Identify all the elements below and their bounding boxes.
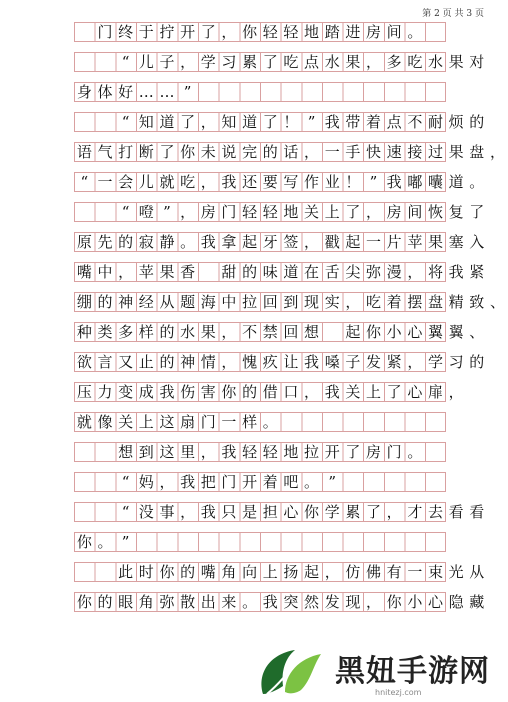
text-line: “ 知 道 了 ， 知 道 了 ！ ” 我 带 着 点 不 耐 烦 的 bbox=[121, 113, 485, 131]
text-line: 身 体 好 … … ” bbox=[76, 83, 192, 101]
text-line: 原 先 的 寂 静 。 我 拿 起 牙 签 ， 戳 起 一 片 苹 果 塞 入 bbox=[76, 233, 485, 251]
grid-row bbox=[74, 112, 485, 132]
watermark-text: 黑妞手游网 bbox=[335, 654, 490, 689]
text-line: 门 终 于 拧 开 了 ， 你 轻 轻 地 踏 进 房 间 。 bbox=[97, 23, 423, 41]
watermark bbox=[255, 640, 500, 702]
text-line: “ 儿 子 ， 学 习 累 了 吃 点 水 果 ， 多 吃 水 果 对 bbox=[121, 53, 485, 71]
leaf-logo-icon bbox=[255, 644, 325, 700]
text-line: 绷 的 神 经 从 题 海 中 拉 回 到 现 实 ， 吃 着 摆 盘 精 致 、 bbox=[76, 293, 505, 311]
text-line: 欲 言 又 止 的 神 情 ， 愧 疚 让 我 嗓 子 发 紧 ， 学 习 的 bbox=[76, 353, 485, 371]
text-line: 嘴 中 ， 苹 果 香 甜 的 味 道 在 舌 尖 弥 漫 ， 将 我 紧 bbox=[76, 263, 485, 281]
grid-row bbox=[74, 412, 446, 432]
grid-row bbox=[74, 322, 485, 342]
grid-row bbox=[74, 142, 505, 162]
text-line: 你 。 ” bbox=[76, 533, 130, 551]
text-line: 就 像 关 上 这 扇 门 一 样 。 bbox=[76, 413, 278, 431]
grid-row bbox=[74, 202, 485, 222]
text-line: 你 的 眼 角 弥 散 出 来 。 我 突 然 发 现 ， 你 小 心 隐 藏 bbox=[76, 593, 485, 611]
grid-row bbox=[74, 472, 446, 492]
text-line: 种 类 多 样 的 水 果 ， 不 禁 回 想 起 你 小 心 翼 翼 、 bbox=[76, 323, 485, 341]
grid-row bbox=[74, 52, 485, 72]
grid-row bbox=[74, 292, 505, 312]
grid-row bbox=[74, 382, 464, 402]
grid-row bbox=[74, 442, 446, 462]
text-line: 想 到 这 里 ， 我 轻 轻 地 拉 开 了 房 门 。 bbox=[118, 443, 423, 461]
grid-row bbox=[74, 82, 446, 102]
text-line: “ 妈 ， 我 把 门 开 着 吧 。 ” bbox=[121, 473, 337, 491]
grid-row bbox=[74, 562, 485, 582]
grid-row bbox=[74, 232, 485, 252]
grid-row bbox=[74, 22, 446, 42]
text-line: “ 噔 ” ， 房 门 轻 轻 地 关 上 了 ， 房 间 恢 复 了 bbox=[121, 203, 485, 221]
grid-paper bbox=[74, 22, 505, 622]
grid-row bbox=[74, 352, 485, 372]
page-indicator: 第 2 页 共 3 页 bbox=[422, 9, 484, 19]
grid-row bbox=[74, 532, 446, 552]
text-line: 此 时 你 的 嘴 角 向 上 扬 起 ， 仿 佛 有 一 束 光 从 bbox=[118, 563, 485, 581]
text-line: 语 气 打 断 了 你 未 说 完 的 话 ， 一 手 快 速 接 过 果 盘 ， bbox=[76, 143, 505, 161]
watermark-url: hnitezj.com bbox=[375, 688, 422, 697]
grid-row bbox=[74, 502, 485, 522]
grid-row bbox=[74, 262, 485, 282]
text-line: 压 力 变 成 我 伤 害 你 的 借 口 ， 我 关 上 了 心 扉 ， bbox=[76, 383, 464, 401]
grid-row bbox=[74, 592, 485, 612]
text-line: “ 没 事 ， 我 只 是 担 心 你 学 累 了 ， 才 去 看 看 bbox=[121, 503, 485, 521]
text-line: “ 一 会 儿 就 吃 ， 我 还 要 写 作 业 ！ ” 我 嘟 囔 道 。 bbox=[80, 173, 485, 191]
grid-row bbox=[74, 172, 485, 192]
